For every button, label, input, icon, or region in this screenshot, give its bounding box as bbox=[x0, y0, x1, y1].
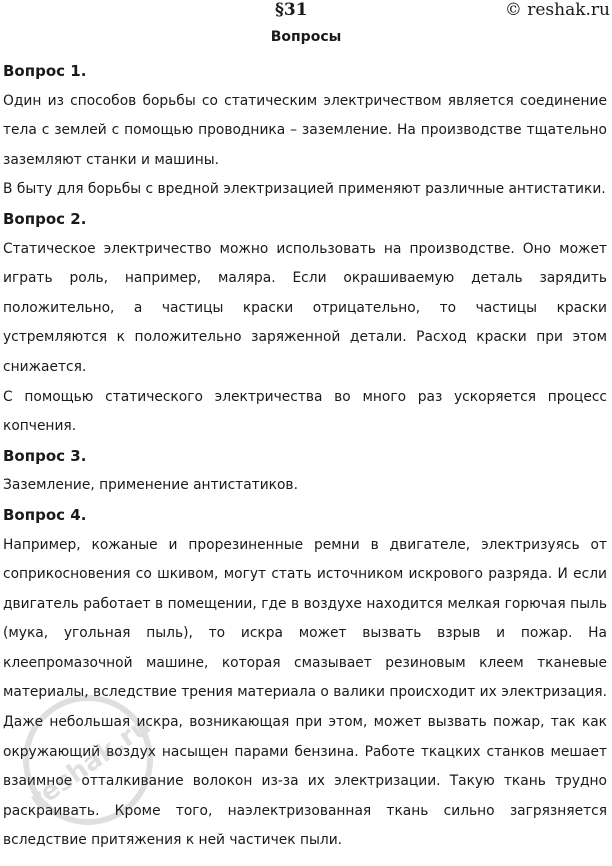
section-number: §31 bbox=[275, 0, 308, 20]
question-block-1 bbox=[3, 57, 607, 205]
answer-paragraph: С помощью статического электричества во много раз ускоряется процесс копчения. bbox=[3, 388, 607, 435]
site-credit: © reshak.ru bbox=[504, 0, 610, 20]
question-title: Вопрос 2. bbox=[3, 209, 87, 228]
question-block-3 bbox=[3, 442, 607, 501]
answer-paragraph: Например, кожаные и прорезиненные ремни в двигателе, электризуясь от соприкосновения со шкивом, могут стать источником искрового разряда. И если двигатель работает в помещении, где в воздухе находится мелкая горючая пыль (мука, угольная пыль), то искра может вызвать взрыв и пожар. На клеепромазочной машине, которая смазывает резиновым клеем тканевые материалы, вследствие трения материала о валики происходит их электризация. Даже небольшая искра, возникающая при этом, может вызвать пожар, так как окружающий воздух насыщен парами бензина. Работе ткацких станков мешает взаимное отталкивание волокон из-за их электризации. Такую ткань трудно раскраивать. Кроме того, наэлектризованная ткань сильно загрязняется вследствие притяжения к ней частичек пыли. bbox=[3, 536, 607, 849]
question-block-4 bbox=[3, 501, 607, 856]
question-title: Вопрос 3. bbox=[3, 446, 87, 465]
question-title: Вопрос 4. bbox=[3, 505, 87, 524]
answer-paragraph: Статическое электричество можно использовать на производстве. Оно может играть роль, например, маляра. Если окрашиваемую деталь зарядить положительно, а частицы краски отрицательно, то частицы краски устремляются к положительно заряженной детали. Расход краски при этом снижается. bbox=[3, 240, 607, 375]
page-title: Вопросы bbox=[270, 29, 342, 45]
answer-paragraph: Один из способов борьбы со статическим электричеством является соединение тела с землей с помощью проводника – заземление. На производстве тщательно заземляют станки и машины. bbox=[3, 92, 607, 168]
answer-paragraph: Заземление, применение антистатиков. bbox=[3, 477, 298, 494]
questions-content bbox=[3, 57, 607, 856]
page-header bbox=[0, 0, 612, 24]
svg-text:reshak.ru: reshak.ru bbox=[24, 710, 157, 816]
question-title: Вопрос 1. bbox=[3, 62, 87, 80]
question-block-2 bbox=[3, 205, 607, 442]
answer-paragraph: В быту для борьбы с вредной электризацией применяют различные антистатики. bbox=[3, 181, 606, 198]
